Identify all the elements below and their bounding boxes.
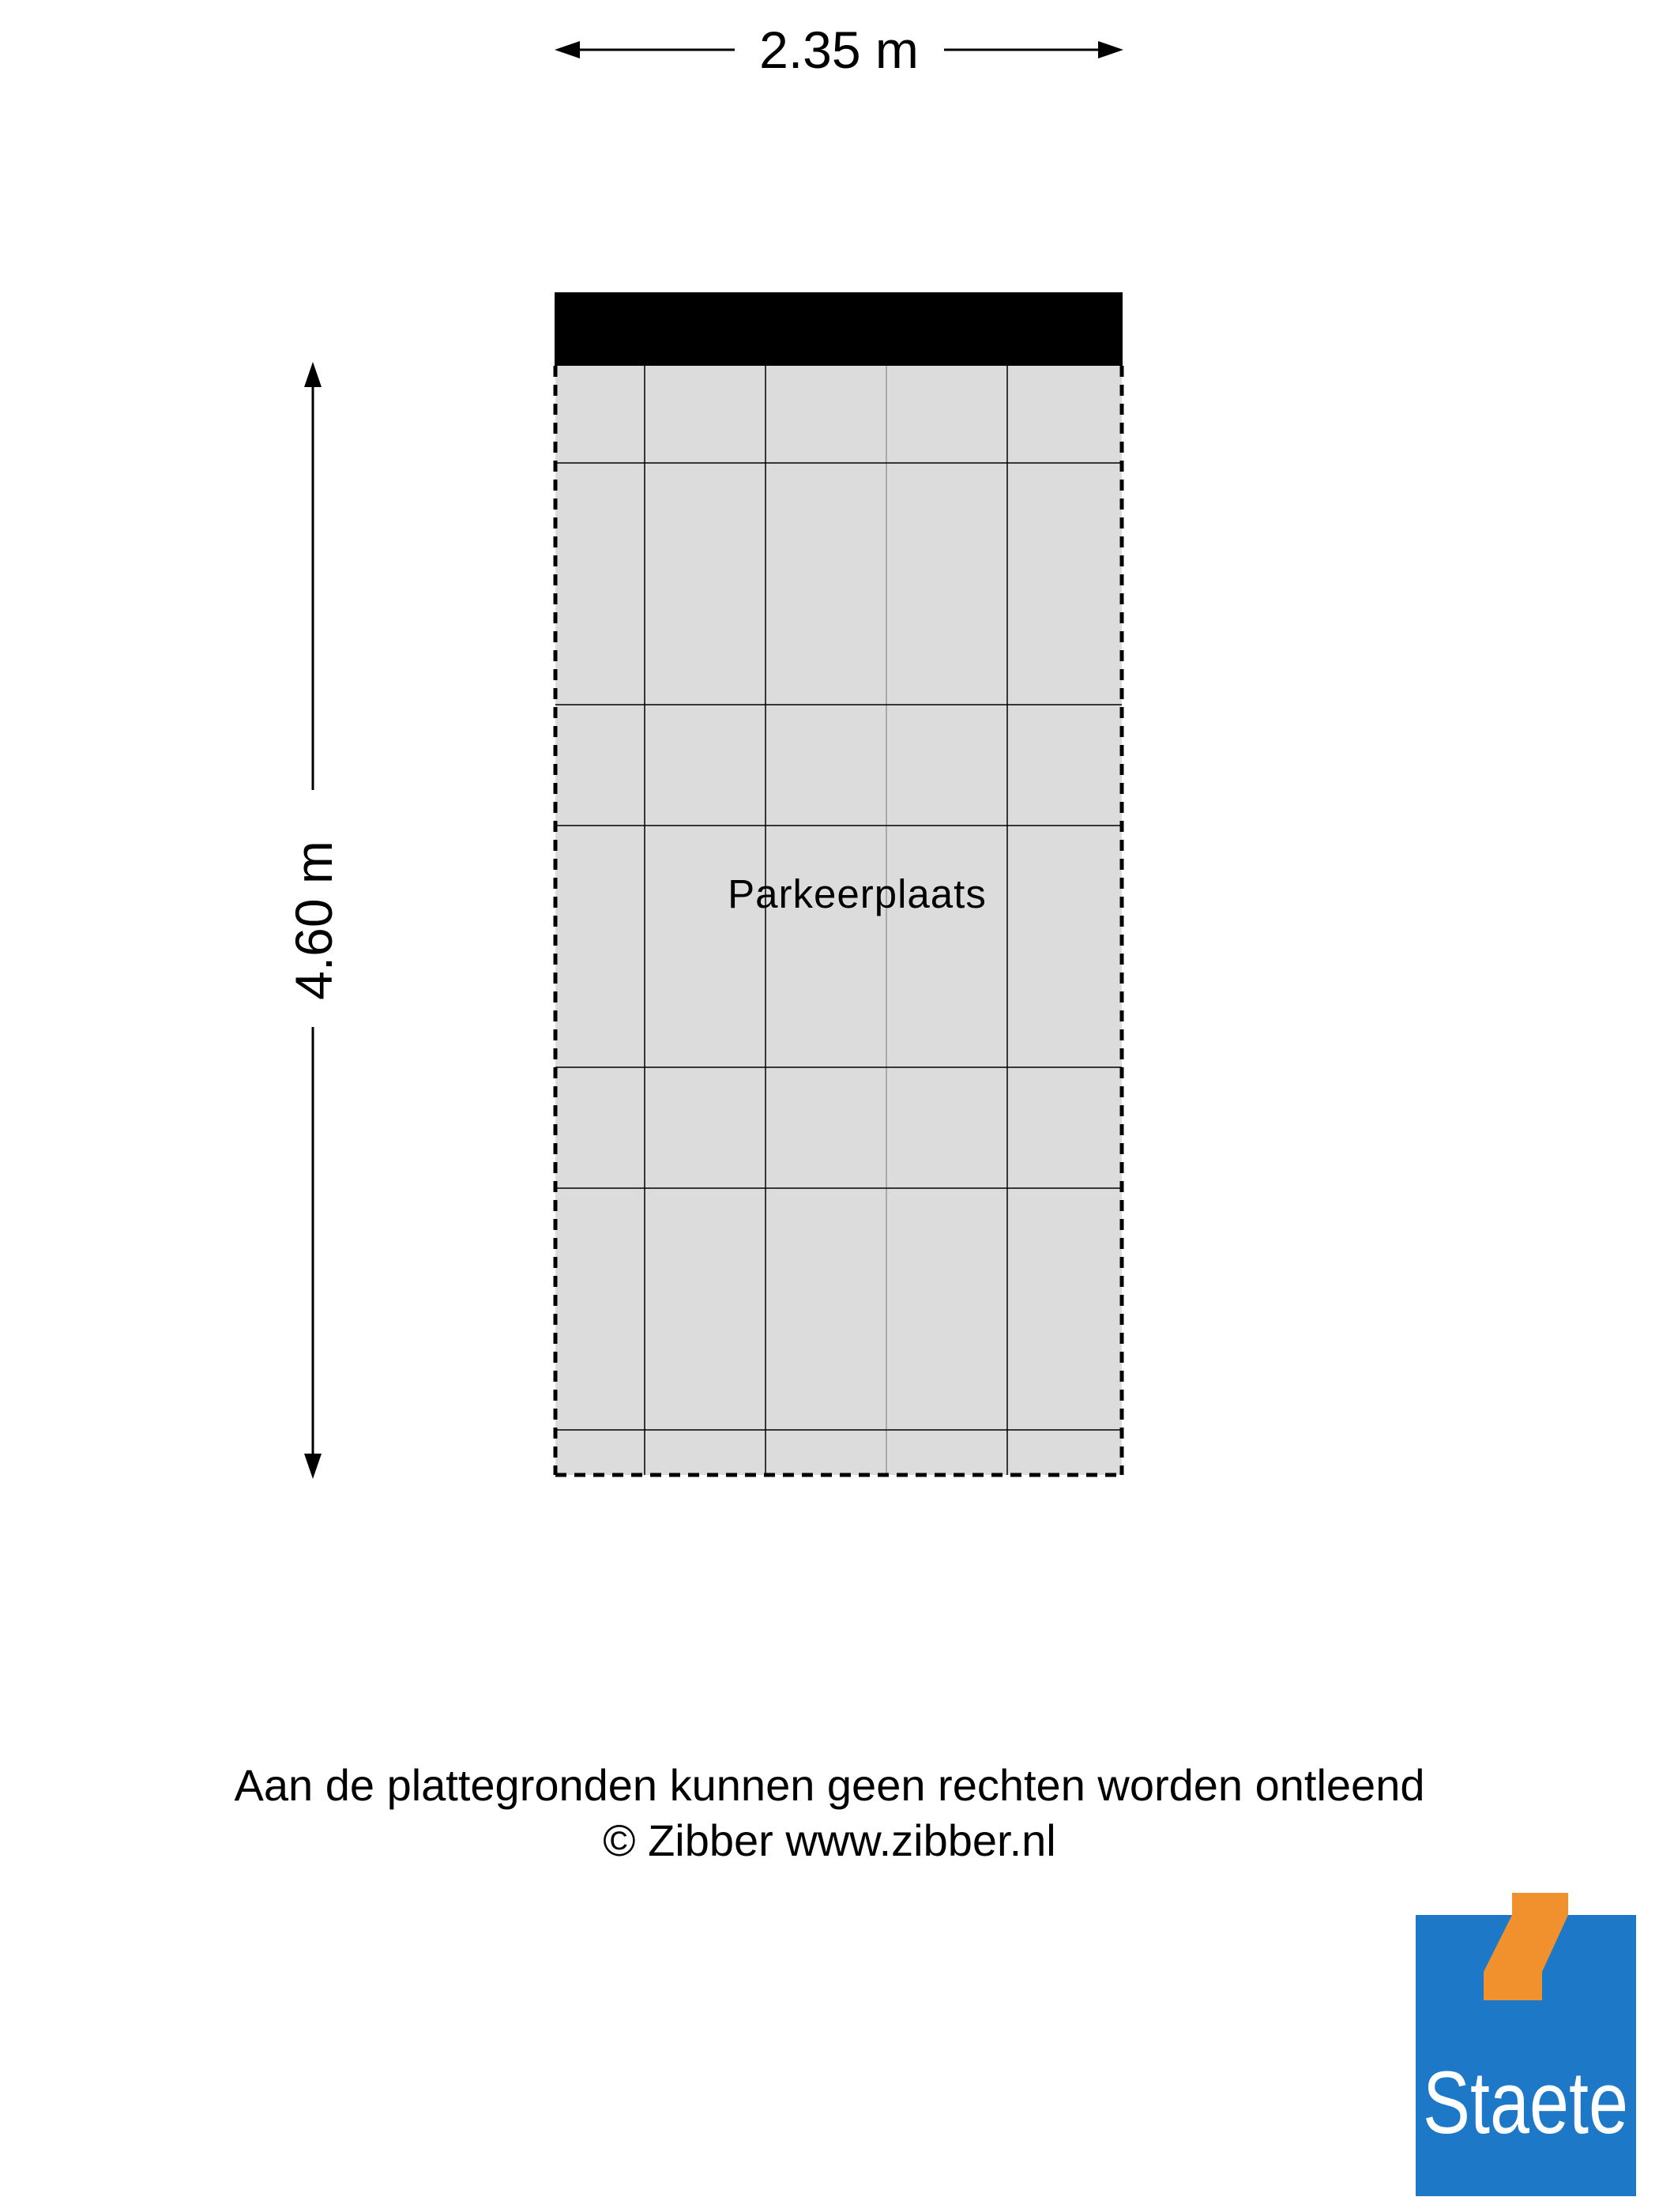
room-floor xyxy=(555,366,1122,1475)
height-dimension-label: 4.60 m xyxy=(284,841,343,1000)
arrow-right-icon xyxy=(1098,41,1123,58)
copyright-text: © Zibber www.zibber.nl xyxy=(603,1815,1056,1865)
room-label: Parkeerplaats xyxy=(728,871,987,916)
wall-top xyxy=(555,292,1123,366)
staete-logo xyxy=(1416,1893,1636,2196)
parking-space xyxy=(555,292,1123,1475)
width-dimension-label: 2.35 m xyxy=(759,21,919,79)
height-dimension xyxy=(284,362,343,1479)
width-dimension xyxy=(555,21,1123,79)
arrow-up-icon xyxy=(304,362,322,387)
disclaimer-text: Aan de plattegronden kunnen geen rechten worden ontleend xyxy=(234,1760,1425,1810)
arrow-left-icon xyxy=(555,41,580,58)
logo-text: Staete xyxy=(1423,2053,1628,2152)
arrow-down-icon xyxy=(304,1454,322,1479)
